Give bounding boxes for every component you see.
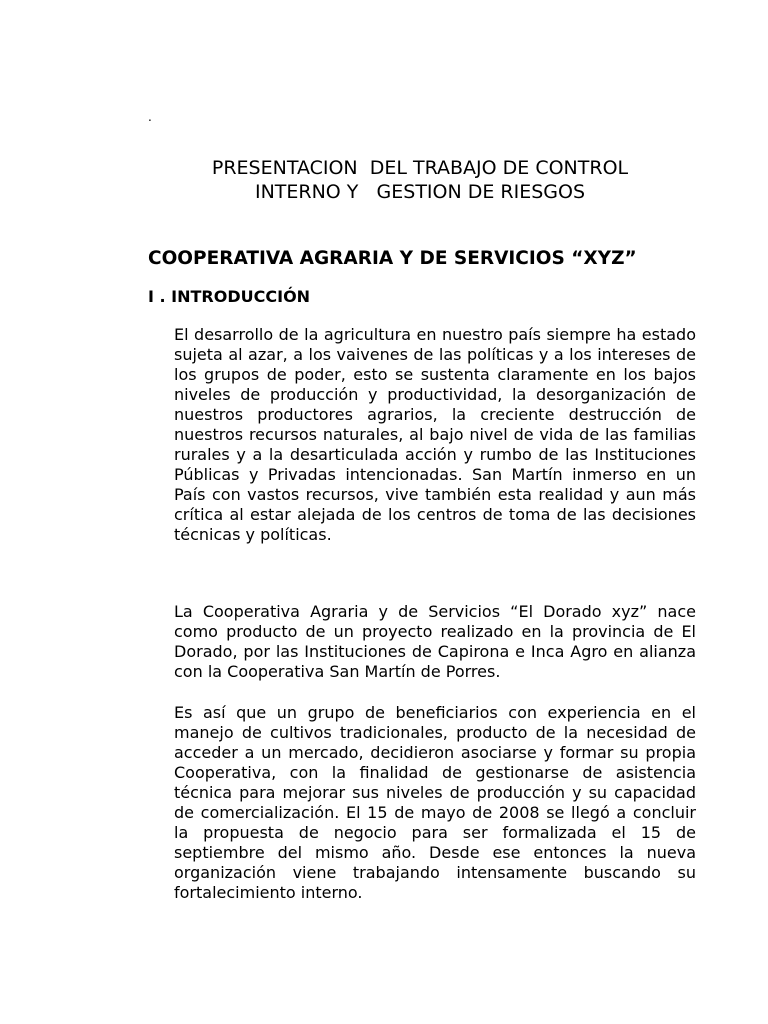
document-title <box>140 156 700 204</box>
organization-heading: COOPERATIVA AGRARIA Y DE SERVICIOS “XYZ” <box>148 248 637 269</box>
title-line-1: PRESENTACION DEL TRABAJO DE CONTROL <box>211 157 629 179</box>
page-mark: . <box>148 110 152 124</box>
paragraph-introduction: El desarrollo de la agricultura en nuestro país siempre ha estado sujeta al azar, a los vaivenes de las políticas y a los intereses de los grupos de poder, esto se sustenta claramente en los bajos niveles de producción y productividad, la desorganización de nuestros productores agrarios, la creciente destrucción de nuestros recursos naturales, al bajo nivel de vida de las familias rurales y a la desarticulada acción y rumbo de las Instituciones Públicas y Privadas intencionadas. San Martín inmerso en un País con vastos recursos, vive también esta realidad y aun más crítica al estar alejada de los centros de toma de las decisiones técnicas y políticas. <box>174 325 696 544</box>
section-heading: I . INTRODUCCIÓN <box>148 287 311 306</box>
paragraph-cooperative-origin: La Cooperativa Agraria y de Servicios “El Dorado xyz” nace como producto de un proyecto realizado en la provincia de El Dorado, por las Instituciones de Capirona e Inca Agro en alianza con la Cooperativa San Martín de Porres. <box>174 602 696 681</box>
paragraph-cooperative-history: Es así que un grupo de beneficiarios con experiencia en el manejo de cultivos tradicionales, producto de la necesidad de acceder a un mercado, decidieron asociarse y formar su propia Cooperativa, con la finalidad de gestionarse de asistencia técnica para mejorar sus niveles de producción y su capacidad de comercialización. El 15 de mayo de 2008 se llegó a concluir la propuesta de negocio para ser formalizada el 15 de septiembre del mismo año. Desde ese entonces la nueva organización viene trabajando intensamente buscando su fortalecimiento interno. <box>174 703 696 902</box>
title-line-2: INTERNO Y GESTION DE RIESGOS <box>254 181 586 203</box>
